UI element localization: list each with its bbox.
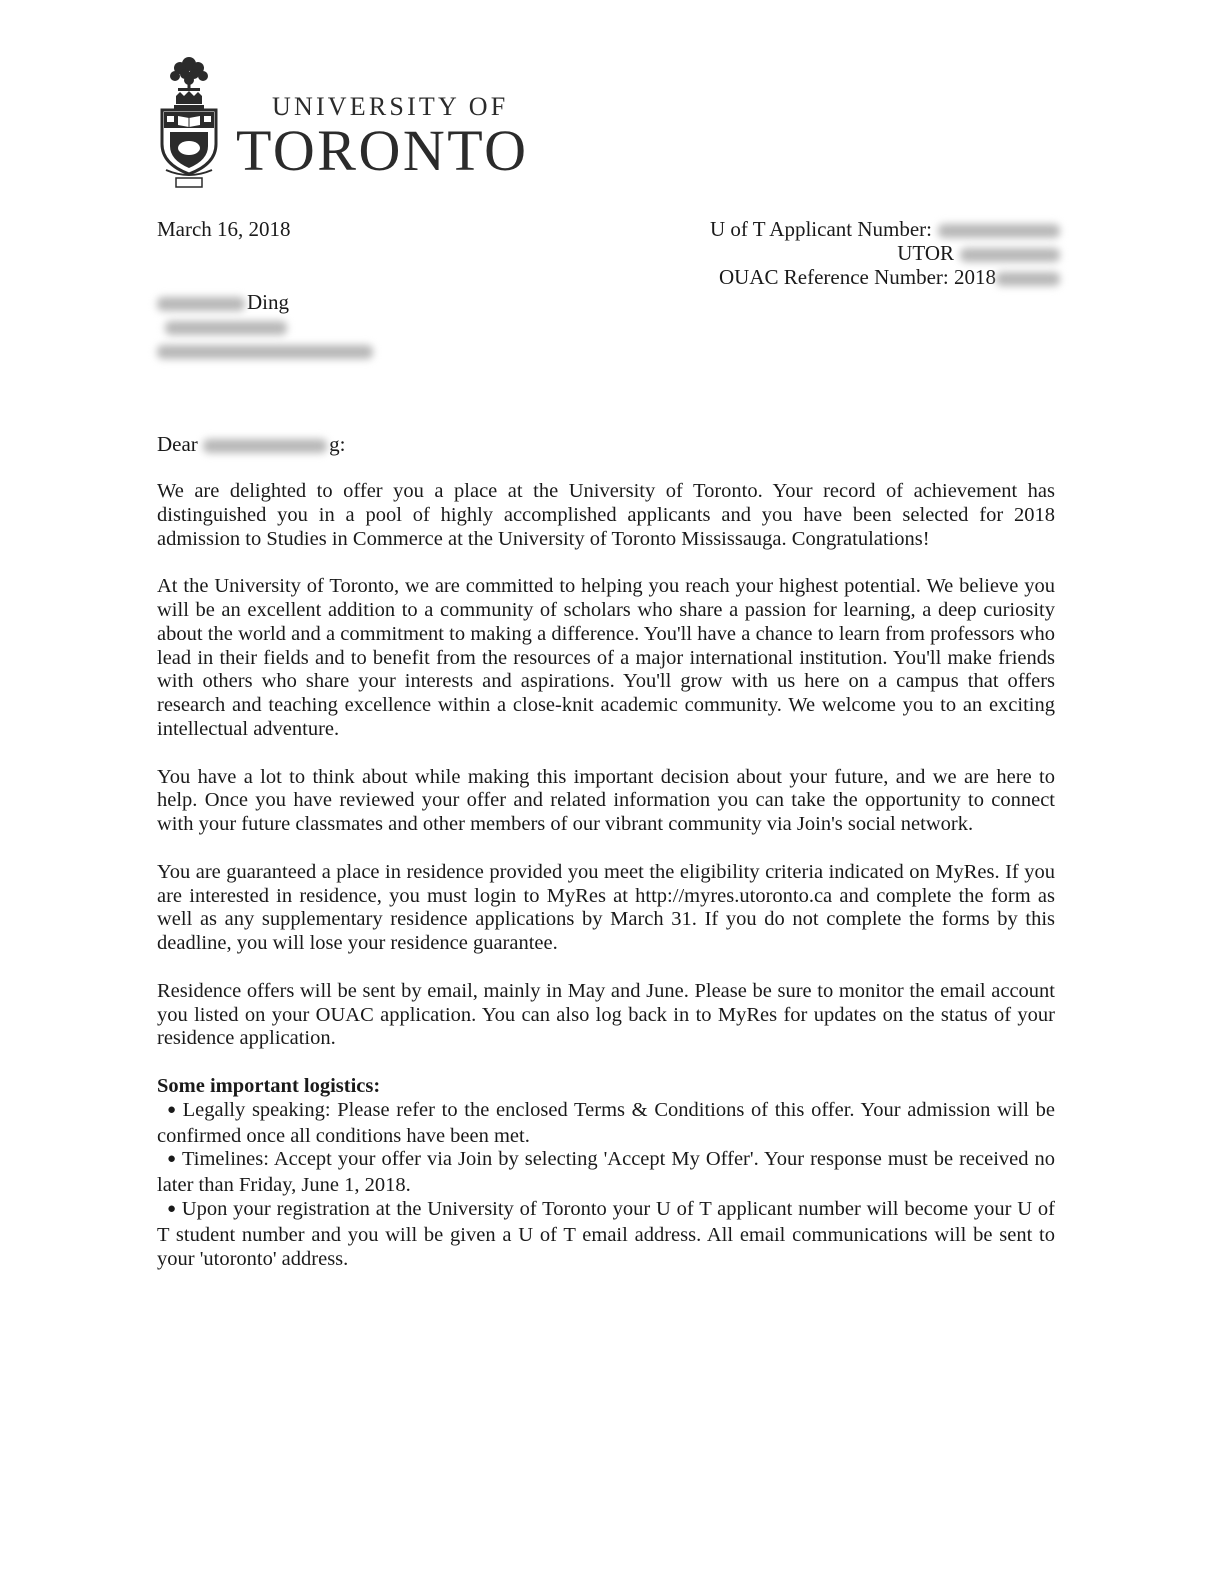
redacted-applicant-number bbox=[938, 224, 1060, 238]
redacted-city-postal bbox=[157, 345, 373, 359]
university-crest-logo bbox=[158, 52, 220, 190]
logistics-item-text: Legally speaking: Please refer to the enclosed Terms & Conditions of this offer. Your admission will be confirmed once all conditions have been met. bbox=[157, 1098, 1056, 1147]
recipient-address bbox=[157, 290, 375, 362]
wordmark-toronto: TORONTO bbox=[236, 118, 529, 183]
letter-body bbox=[157, 480, 1055, 1271]
logistics-item-timelines bbox=[157, 1148, 1055, 1198]
paragraph-commitment: At the University of Toronto, we are committed to helping you reach your highest potential. We believe you will be an excellent addition to a community of scholars who share a passion for learning, a deep curiosity about the world and a commitment to making a difference. You'll have a chance to learn from professors who lead in their fields and to benefit from the resources of a major international institution. You'll make friends with others who share your interests and aspirations. You'll grow with us here on a campus that offers research and teaching excellence within a close-knit academic community. We welcome you to an exciting intellectual adventure. bbox=[157, 575, 1055, 740]
bullet-icon: ● bbox=[167, 1200, 177, 1217]
wordmark-university-of: UNIVERSITY OF bbox=[272, 92, 509, 121]
redacted-ouac-number bbox=[996, 272, 1060, 286]
recipient-name-line bbox=[157, 290, 375, 314]
letter-date: March 16, 2018 bbox=[157, 217, 291, 241]
redacted-street bbox=[165, 321, 287, 335]
paragraph-residence-guarantee: You are guaranteed a place in residence provided you meet the eligibility criteria indicated on MyRes. If you are interested in residence, you must login to MyRes at http://myres.utoronto.ca and complete the form as well as any supplementary residence applications by March 31. If you do not complete the forms by this deadline, you will lose your residence guarantee. bbox=[157, 860, 1055, 955]
redacted-utor-id bbox=[960, 248, 1060, 262]
salutation bbox=[157, 432, 345, 456]
ouac-line bbox=[710, 265, 1060, 289]
logistics-item-legal bbox=[157, 1099, 1055, 1149]
paragraph-offer: We are delighted to offer you a place at the University of Toronto. Your record of achievement has distinguished you in a pool of highly accomplished applicants and you have been selected for 2018 admission to Studies in Commerce at the University of Toronto Mississauga. Congratulations! bbox=[157, 480, 1055, 550]
bullet-icon: ● bbox=[167, 1101, 178, 1118]
bullet-icon: ● bbox=[167, 1151, 177, 1168]
redacted-given-name bbox=[157, 297, 245, 311]
reference-block bbox=[710, 217, 1060, 289]
salutation-suffix: g: bbox=[329, 432, 346, 456]
recipient-city-line bbox=[157, 338, 375, 362]
paragraph-join-network: You have a lot to think about while making this important decision about your future, and we are here to help. Once you have reviewed your offer and related information you can take the opportunity to connect with your future classmates and other members of our vibrant community via Join's social network. bbox=[157, 765, 1055, 836]
logistics-item-text: Timelines: Accept your offer via Join by selecting 'Accept My Offer'. Your response must be received no later than Friday, June 1, 2018. bbox=[157, 1148, 1056, 1197]
salutation-prefix: Dear bbox=[157, 432, 198, 456]
applicant-number-label: U of T Applicant Number: bbox=[709, 217, 932, 241]
recipient-surname: Ding bbox=[247, 290, 289, 314]
logistics-item-text: Upon your registration at the University of Toronto your U of T applicant number will become your U of T student number and you will be given a U of T email address. All email communications will be sent to your 'utoronto' address. bbox=[157, 1197, 1056, 1270]
utor-label: UTOR bbox=[897, 241, 954, 265]
utor-line bbox=[710, 241, 1060, 265]
logistics-item-registration bbox=[157, 1198, 1055, 1271]
redacted-salutation-name bbox=[203, 439, 327, 453]
ouac-label: OUAC Reference Number: 2018 bbox=[719, 265, 996, 289]
recipient-street-line bbox=[157, 314, 375, 338]
logistics-heading: Some important logistics: bbox=[157, 1074, 381, 1097]
applicant-number-line bbox=[710, 217, 1060, 241]
paragraph-residence-offers: Residence offers will be sent by email, mainly in May and June. Please be sure to monitor the email account you listed on your OUAC application. You can also log back in to MyRes for updates on the status of your residence application. bbox=[157, 979, 1055, 1050]
